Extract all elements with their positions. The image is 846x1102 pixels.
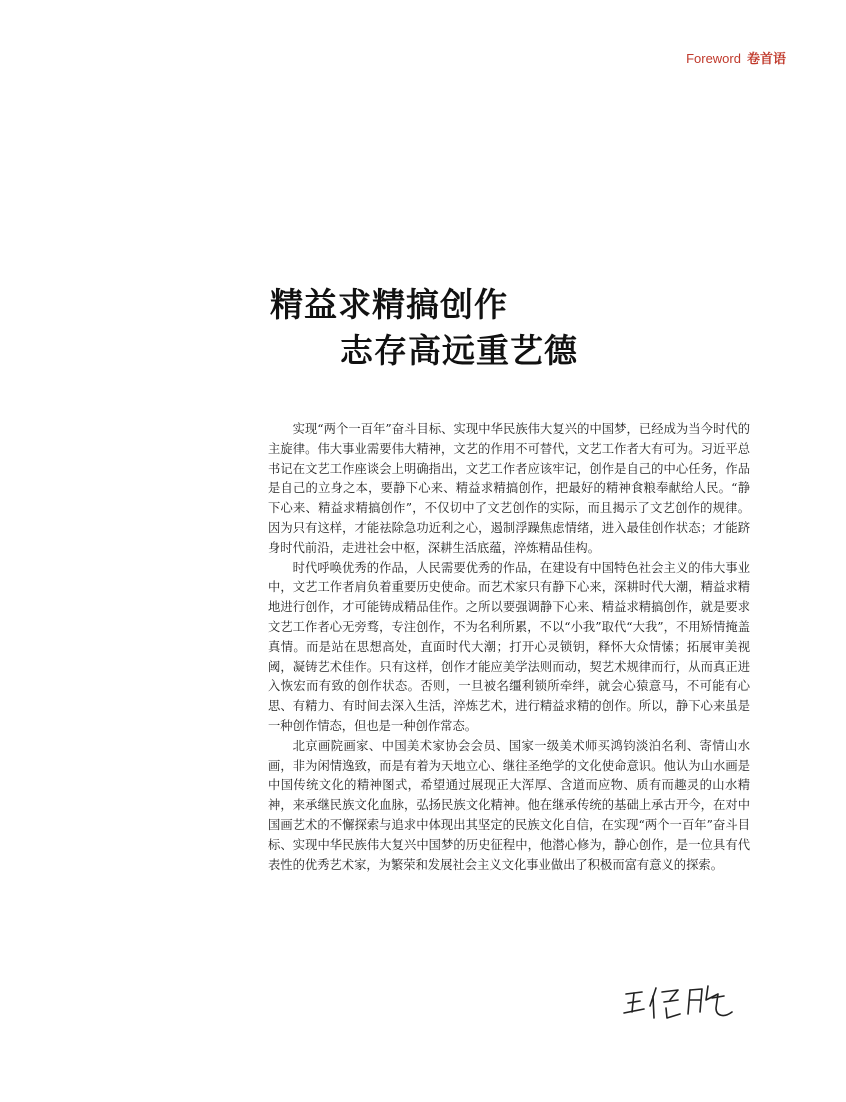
title-line-1: 精益求精搞创作 [270, 285, 508, 324]
article-title [270, 282, 578, 374]
article-body [268, 420, 750, 875]
paragraph-1: 实现“两个一百年”奋斗目标、实现中华民族伟大复兴的中国梦，已经成为当今时代的主旋律。伟大事业需要伟大精神，文艺的作用不可替代，文艺工作者大有可为。习近平总书记在文艺工作座谈会上明确指出，文艺工作者应该牢记，创作是自己的中心任务，作品是自己的立身之本，要静下心来、精益求精搞创作，把最好的精神食粮奉献给人民。“静下心来、精益求精搞创作”，不仅切中了文艺创作的实际，而且揭示了文艺创作的规律。因为只有这样，才能祛除急功近利之心，遏制浮躁焦虑情绪，进入最佳创作状态；才能跻身时代前沿，走进社会中枢，深耕生活底蕴，淬炼精品佳构。 [268, 422, 750, 555]
title-line-2: 志存高远重艺德 [340, 331, 578, 370]
section-header [686, 48, 786, 67]
header-chinese-label: 卷首语 [746, 51, 786, 66]
paragraph-2: 时代呼唤优秀的作品，人民需要优秀的作品，在建设有中国特色社会主义的伟大事业中，文艺工作者肩负着重要历史使命。而艺术家只有静下心来，深耕时代大潮，精益求精地进行创作，才可能铸成精品佳作。之所以要强调静下心来、精益求精搞创作，就是要求文艺工作者心无旁骛，专注创作，不为名利所累，不以“小我”取代“大我”，不用矫情掩盖真情。而是站在思想高处，直面时代大潮；打开心灵锁钥，释怀大众情愫；拓展审美视阈，凝铸艺术佳作。只有这样，创作才能应美学法则而动，契艺术规律而行，从而真正进入恢宏而有致的创作状态。否则，一旦被名缰利锁所牵绊，就会心猿意马，不可能有心思、有精力、有时间去深入生活，淬炼艺术，进行精益求精的创作。所以，静下心来虽是一种创作情态，但也是一种创作常态。 [268, 560, 750, 733]
paragraph-3: 北京画院画家、中国美术家协会会员、国家一级美术师买鸿钧淡泊名利、寄情山水画，非为闲情逸致，而是有着为天地立心、继往圣绝学的文化使命意识。他认为山水画是中国传统文化的精神图式，希望通过展现正大浑厚、含道而应物、质有而趣灵的山水精神，来承继民族文化血脉，弘扬民族文化精神。他在继承传统的基础上承古开今，在对中国画艺术的不懈探索与追求中体现出其坚定的民族文化自信，在实现“两个一百年”奋斗目标、实现中华民族伟大复兴中国梦的历史征程中，他潜心修为，静心创作，是一位具有代表性的优秀艺术家，为繁荣和发展社会主义文化事业做出了积极而富有意义的探索。 [268, 738, 750, 872]
handwritten-signature [620, 978, 740, 1028]
header-english-label: Foreword [686, 51, 741, 66]
